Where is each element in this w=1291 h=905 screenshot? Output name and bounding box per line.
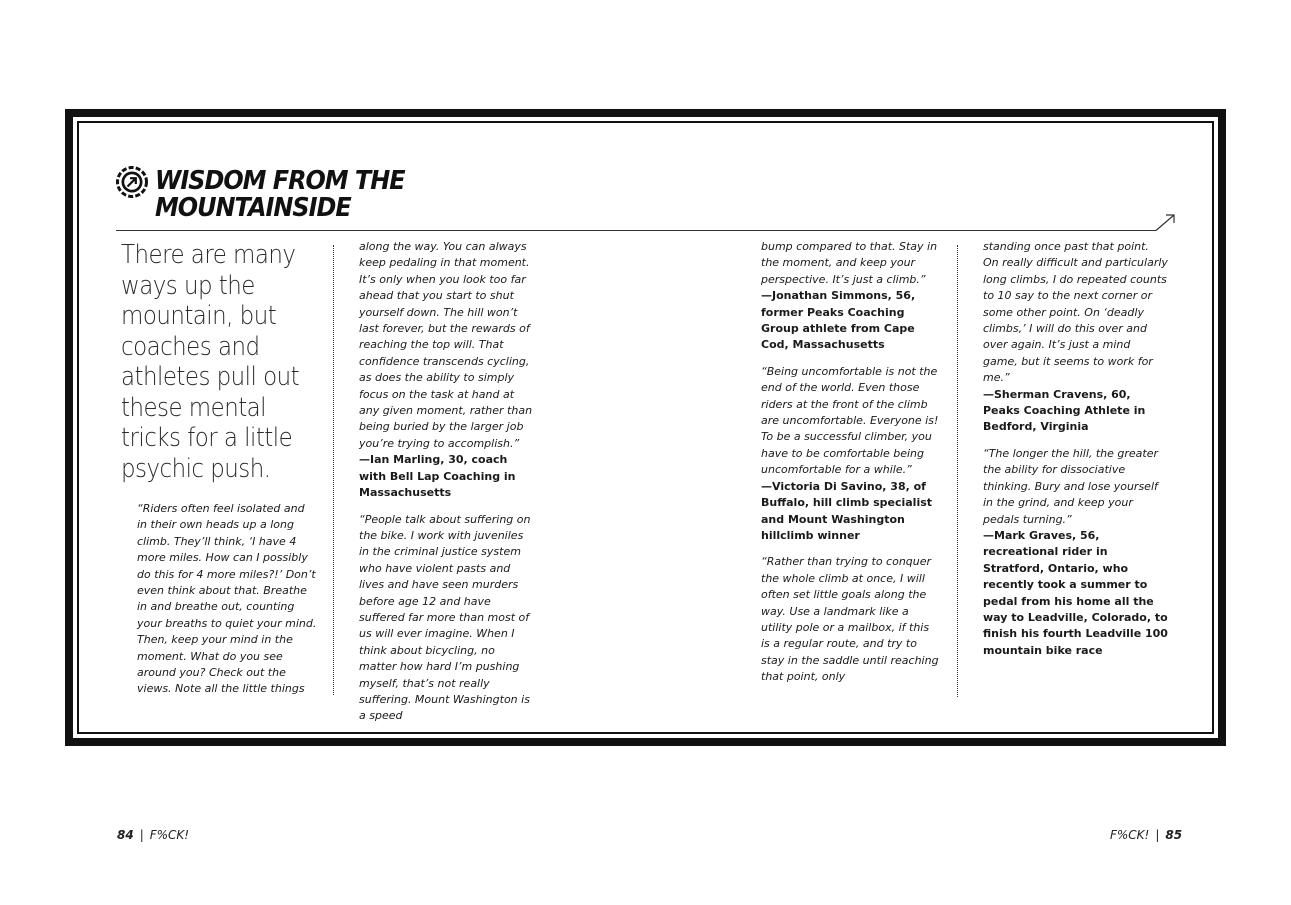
page-number-right: 85 bbox=[1165, 828, 1183, 842]
attribution: —Mark Graves, 56, recreational rider in Stratford, Ontario, who recently took a summer to pedal from his home all the way to Leadville, Colorado, to finish his fourth Leadville 100 mountain bike race bbox=[983, 528, 1168, 657]
column-4 bbox=[983, 239, 1168, 659]
attribution: —Victoria Di Savino, 38, of Buffalo, hill climb specialist and Mount Washington hillclimb winner bbox=[761, 479, 933, 542]
quote: along the way. You can always keep pedaling in that moment. It’s only when you look too far ahead that you start to shut yourself down. The hill won’t last forever, but the rewards of reaching the top will. That confidence transcends cycling, as does the ability to simply focus on the task at hand at any given moment, rather than being buried by the larger job you’re trying to accomplish.” bbox=[359, 240, 533, 450]
attribution: —Ian Marling, 30, coach with Bell Lap Coaching in Massachusetts bbox=[359, 453, 516, 500]
book-title-right: F%CK! bbox=[1110, 828, 1150, 842]
column-divider bbox=[333, 245, 334, 695]
footer-separator: | bbox=[139, 828, 144, 842]
heading-line-2: MOUNTAINSIDE bbox=[155, 193, 351, 223]
quote: “Being uncomfortable is not the end of the world. Even those riders at the front of the climb are uncomfortable. Everyone is! To be a successful climber, you have to be comfortable being uncomfortable for a while.” bbox=[761, 364, 939, 477]
footer-left bbox=[117, 828, 189, 842]
quote: bump compared to that. Stay in the moment, and keep your perspective. It’s just a climb.” bbox=[761, 240, 938, 286]
quote: “The longer the hill, the greater the ability for dissociative thinking. Bury and lose yourself in the grind, and keep your pedals turning.” bbox=[983, 446, 1159, 526]
heading-line-1: WISDOM FROM THE bbox=[155, 166, 405, 196]
quote: “Rather than trying to conquer the whole climb at once, I will often set little goals along the way. Use a landmark like a utility pole or a mailbox, if this is a regular route, and try to stay in the saddle until reaching that point, only bbox=[761, 555, 939, 684]
column-divider bbox=[957, 245, 958, 697]
attribution: —Sherman Cravens, 60, Peaks Coaching Athlete in Bedford, Virginia bbox=[983, 387, 1146, 434]
attribution: —Jonathan Simmons, 56, former Peaks Coaching Group athlete from Cape Cod, Massachusetts bbox=[761, 289, 916, 352]
quote: standing once past that point. On really difficult and particularly long climbs, I do repeated counts to 10 say to the next corner or some other point. On ‘deadly climbs,’ I will do this over and over again. It’s just a mind game, but it seems to work for me.” bbox=[983, 240, 1168, 385]
page-number-left: 84 bbox=[117, 828, 134, 842]
arrow-badge-icon bbox=[116, 166, 148, 198]
column-3 bbox=[761, 239, 941, 686]
column-1 bbox=[137, 501, 317, 698]
footer-right bbox=[1110, 828, 1182, 842]
quote: “Riders often feel isolated and in their own heads up a long climb. They’ll think, ‘I have 4 more miles. How can I possibly do this for 4 more miles?!’ Don’t even think about that. Breathe in and breathe out, counting your breaths to quiet your mind. Then, keep your mind in the moment. What do you see around you? Check out the views. Note all the little things bbox=[137, 502, 317, 696]
heading-rule-arrow bbox=[116, 212, 1178, 234]
footer-separator: | bbox=[1155, 828, 1160, 842]
book-title-left: F%CK! bbox=[149, 828, 190, 842]
column-2 bbox=[359, 239, 535, 725]
quote: “People talk about suffering on the bike. I work with juveniles in the criminal justice system who have violent pasts and lives and have seen murders before age 12 and have suffered far more than most of us will ever imagine. When I think about bicycling, no matter how hard I’m pushing myself, that’s not really suffering. Mount Washington is a speed bbox=[359, 512, 531, 723]
intro-text: There are many ways up the mountain, but coaches and athletes pull out these mental tricks for a little psychic push. bbox=[121, 240, 300, 484]
